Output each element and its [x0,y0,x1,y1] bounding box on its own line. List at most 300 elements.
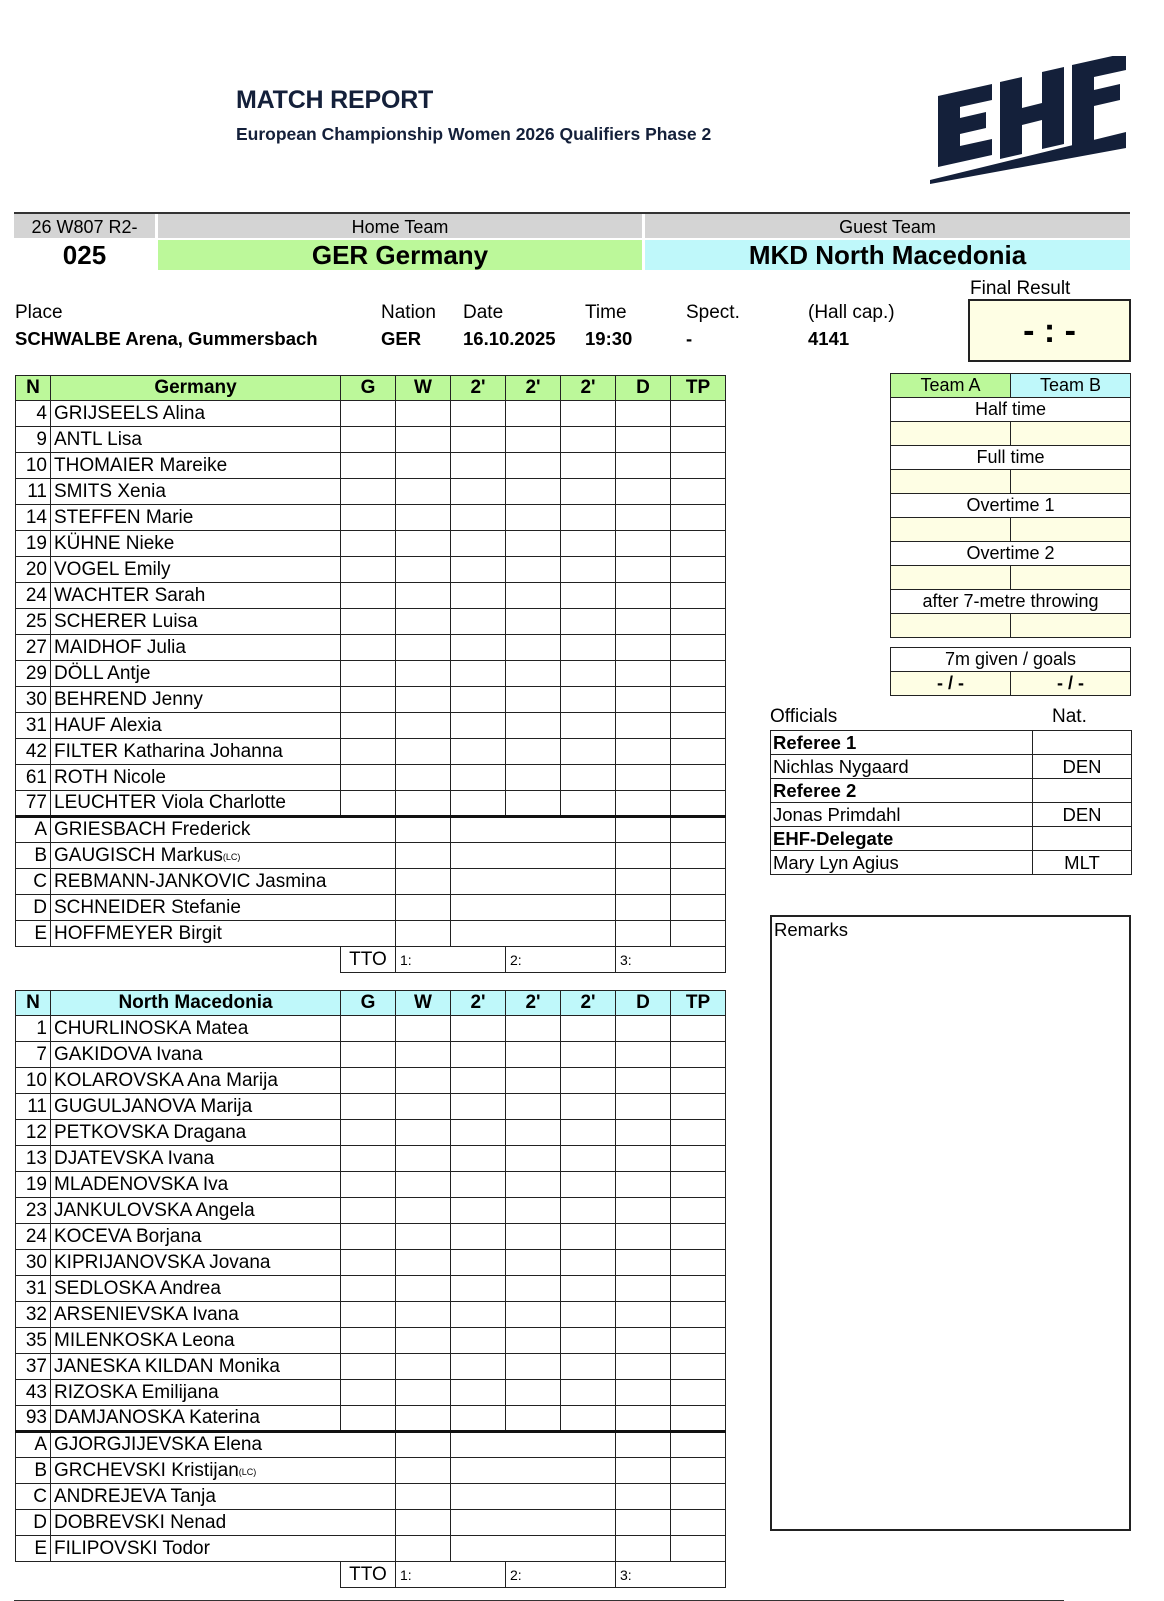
stat-cell-goals [341,1328,396,1354]
stat-cell-suspension-1 [451,1354,506,1380]
stat-cell-disqualification [616,687,671,713]
overtime-1-label: Overtime 1 [891,494,1131,518]
stat-cell-tp [671,843,726,869]
player-row [16,635,726,661]
player-number: 20 [16,557,51,583]
stat-cell-warning [396,1172,451,1198]
date-label: Date [463,302,504,323]
stat-cell-goals [341,1224,396,1250]
stat-cell-tp [671,609,726,635]
player-row [16,1328,726,1354]
table-header-row [16,991,726,1016]
player-number: 24 [16,583,51,609]
player-row [16,1068,726,1094]
referee-1-role: Referee 1 [771,731,1033,755]
stat-cell-disqualification [616,739,671,765]
official-name-cell [51,1484,396,1510]
player-number: 42 [16,739,51,765]
player-number: 9 [16,427,51,453]
nation-label: Nation [381,302,436,323]
stat-cell-disqualification [616,1172,671,1198]
stat-cell-suspension-1 [451,401,506,427]
stat-cell-suspension-3 [561,583,616,609]
stat-cell-suspension-3 [561,453,616,479]
player-row [16,713,726,739]
player-name: KIPRIJANOVSKA Jovana [51,1250,341,1276]
player-number: 11 [16,479,51,505]
stat-cell-disqualification [616,531,671,557]
stat-cell-warning [396,1354,451,1380]
stat-cell-tp [671,1328,726,1354]
remarks-box [770,915,1131,1531]
official-name-cell [51,843,396,869]
official-name-cell [51,869,396,895]
col-suspension-3: 2' [561,991,616,1016]
stat-cell-warning [396,557,451,583]
empty-cell [1033,779,1132,803]
stat-cell-suspension-2 [506,1146,561,1172]
tto-slot-1: 1: [396,1562,506,1588]
stat-cell-suspension-2 [506,505,561,531]
player-name: GUGULJANOVA Marija [51,1094,341,1120]
player-name: PETKOVSKA Dragana [51,1120,341,1146]
stat-cell-warning [396,817,451,843]
delegate-nat: MLT [1033,851,1132,875]
player-name: RIZOSKA Emilijana [51,1380,341,1406]
official-name-cell [51,1432,396,1458]
official-name-cell [51,1458,396,1484]
player-number: 30 [16,687,51,713]
player-row [16,1042,726,1068]
stat-cell-suspension-3 [561,635,616,661]
stat-cell-disqualification [616,869,671,895]
stat-cell-goals [341,635,396,661]
stat-cell-suspension [451,1432,616,1458]
nation-value: GER [381,328,422,349]
stat-cell-tp [671,1458,726,1484]
stat-cell-tp [671,1484,726,1510]
player-row [16,1016,726,1042]
stat-cell-disqualification [616,1198,671,1224]
final-result-label: Final Result [970,278,1071,299]
official-name: SCHNEIDER Stefanie [54,896,241,918]
team-b-label: Team B [1011,374,1131,398]
stat-cell-tp [671,817,726,843]
stat-cell-disqualification [616,609,671,635]
stat-cell-goals [341,1042,396,1068]
stat-cell-goals [341,739,396,765]
stat-cell-warning [396,635,451,661]
tto-label: TTO [341,947,396,973]
stat-cell-goals [341,687,396,713]
player-name: VOGEL Emily [51,557,341,583]
official-name-cell [51,921,396,947]
official-name: GRIESBACH Frederick [54,819,251,840]
col-disqualification: D [616,991,671,1016]
official-letter: D [16,895,51,921]
referee-2-nat: DEN [1033,803,1132,827]
player-number: 23 [16,1198,51,1224]
spectators-value: - [686,328,693,349]
stat-cell-suspension-1 [451,505,506,531]
stat-cell-goals [341,401,396,427]
stat-cell-disqualification [616,1224,671,1250]
stat-cell-goals [341,583,396,609]
stat-cell-goals [341,609,396,635]
stat-cell-suspension-3 [561,609,616,635]
stat-cell-disqualification [616,557,671,583]
stat-cell-disqualification [616,843,671,869]
stat-cell-disqualification [616,1094,671,1120]
tto-slot-2: 2: [506,947,616,973]
player-number: 43 [16,1380,51,1406]
period-scores-table [890,373,1131,638]
col-suspension-3: 2' [561,376,616,401]
team-official-row [16,1536,726,1562]
stat-cell-tp [671,557,726,583]
stat-cell-suspension [451,843,616,869]
player-row [16,1146,726,1172]
half-time-score-b [1011,422,1131,446]
stat-cell-disqualification [616,921,671,947]
stat-cell-disqualification [616,1328,671,1354]
stat-cell-tp [671,1432,726,1458]
empty-cell [1033,827,1132,851]
stat-cell-suspension-1 [451,713,506,739]
stat-cell-suspension-2 [506,1016,561,1042]
official-name: GAUGISCH Markus [54,844,223,866]
player-number: 35 [16,1328,51,1354]
stat-cell-tp [671,869,726,895]
stat-cell-disqualification [616,1042,671,1068]
stat-cell-suspension-3 [561,1302,616,1328]
match-number: 025 [14,240,155,270]
stat-cell-suspension [451,1458,616,1484]
stat-cell-suspension-2 [506,583,561,609]
stat-cell-suspension-1 [451,1094,506,1120]
stat-cell-suspension-3 [561,661,616,687]
stat-cell-warning [396,687,451,713]
stat-cell-disqualification [616,1380,671,1406]
player-row [16,1250,726,1276]
stat-cell-suspension-1 [451,479,506,505]
stat-cell-tp [671,1354,726,1380]
stat-cell-suspension-3 [561,1042,616,1068]
player-number: 93 [16,1406,51,1432]
stat-cell-tp [671,635,726,661]
stat-cell-suspension-2 [506,557,561,583]
stat-cell-suspension-1 [451,609,506,635]
col-disqualification: D [616,376,671,401]
player-number: 61 [16,765,51,791]
player-number: 77 [16,791,51,817]
official-letter: B [16,843,51,869]
stat-cell-goals [341,1250,396,1276]
overtime-1-score-a [891,518,1011,542]
player-name: JANESKA KILDAN Monika [51,1354,341,1380]
player-number: 19 [16,1172,51,1198]
official-name-cell [51,1510,396,1536]
stat-cell-suspension-3 [561,1406,616,1432]
stat-cell-suspension-3 [561,713,616,739]
stat-cell-suspension-2 [506,1302,561,1328]
stat-cell-disqualification [616,1276,671,1302]
player-name: KOCEVA Borjana [51,1224,341,1250]
stat-cell-tp [671,1016,726,1042]
stat-cell-warning [396,453,451,479]
stat-cell-disqualification [616,427,671,453]
stat-cell-disqualification [616,1536,671,1562]
time-value: 19:30 [585,328,633,349]
player-number: 10 [16,453,51,479]
team-official-row [16,843,726,869]
player-name: ROTH Nicole [51,765,341,791]
stat-cell-suspension-3 [561,1250,616,1276]
stat-cell-disqualification [616,1068,671,1094]
stat-cell-suspension-1 [451,661,506,687]
player-number: 12 [16,1120,51,1146]
stat-cell-suspension-1 [451,1276,506,1302]
date-value: 16.10.2025 [463,328,556,349]
stat-cell-suspension-1 [451,1016,506,1042]
full-time-label: Full time [891,446,1131,470]
stat-cell-tp [671,1042,726,1068]
tto-slot-3: 3: [616,947,726,973]
stat-cell-suspension-2 [506,635,561,661]
stat-cell-suspension-3 [561,1016,616,1042]
col-number: N [16,376,51,401]
stat-cell-warning [396,1068,451,1094]
stat-cell-tp [671,1198,726,1224]
stat-cell-tp [671,583,726,609]
guest-roster-table [15,990,726,1588]
stat-cell-suspension-1 [451,583,506,609]
stat-cell-suspension-3 [561,1354,616,1380]
stat-cell-disqualification [616,401,671,427]
player-name: SEDLOSKA Andrea [51,1276,341,1302]
stat-cell-suspension-2 [506,609,561,635]
stat-cell-tp [671,895,726,921]
stat-cell-suspension-1 [451,427,506,453]
stat-cell-suspension [451,921,616,947]
stat-cell-disqualification [616,791,671,817]
stat-cell-suspension-2 [506,1198,561,1224]
official-name: REBMANN-JANKOVIC Jasmina [54,870,327,892]
stat-cell-warning [396,401,451,427]
nationality-label: Nat. [1052,706,1087,727]
stat-cell-tp [671,661,726,687]
stat-cell-suspension-3 [561,401,616,427]
stat-cell-goals [341,713,396,739]
stat-cell-suspension-3 [561,427,616,453]
stat-cell-disqualification [616,1250,671,1276]
player-name: DAMJANOSKA Katerina [51,1406,341,1432]
player-name: MLADENOVSKA Iva [51,1172,341,1198]
match-code-prefix: 26 W807 R2- [14,214,155,238]
col-suspension-2: 2' [506,376,561,401]
col-number: N [16,991,51,1016]
stat-cell-suspension-1 [451,635,506,661]
stat-cell-suspension-3 [561,505,616,531]
stat-cell-suspension-1 [451,1146,506,1172]
stat-cell-goals [341,1198,396,1224]
stat-cell-warning [396,1276,451,1302]
stat-cell-disqualification [616,895,671,921]
stat-cell-tp [671,1120,726,1146]
stat-cell-disqualification [616,713,671,739]
delegate-role: EHF-Delegate [771,827,1033,851]
stat-cell-suspension-1 [451,1198,506,1224]
player-name: HAUF Alexia [51,713,341,739]
col-team-name: Germany [51,376,341,401]
stat-cell-warning [396,661,451,687]
stat-cell-goals [341,661,396,687]
stat-cell-disqualification [616,1484,671,1510]
stat-cell-disqualification [616,1120,671,1146]
stat-cell-warning [396,1042,451,1068]
stat-cell-disqualification [616,1510,671,1536]
player-number: 31 [16,1276,51,1302]
full-time-score-b [1011,470,1131,494]
stat-cell-suspension-1 [451,1224,506,1250]
overtime-2-score-b [1011,566,1131,590]
stat-cell-tp [671,1250,726,1276]
official-letter: D [16,1510,51,1536]
table-header-row [16,376,726,401]
stat-cell-suspension-2 [506,427,561,453]
player-row [16,1354,726,1380]
referee-2-name: Jonas Primdahl [771,803,1033,827]
team-timeout-row [16,1562,726,1588]
stat-cell-suspension-3 [561,479,616,505]
stat-cell-suspension [451,869,616,895]
player-row [16,1094,726,1120]
competition-subtitle: European Championship Women 2026 Qualifiers Phase 2 [236,124,712,144]
stat-cell-tp [671,1172,726,1198]
stat-cell-suspension-1 [451,1068,506,1094]
stat-cell-suspension-2 [506,687,561,713]
stat-cell-suspension-2 [506,479,561,505]
col-warning: W [396,991,451,1016]
official-letter: C [16,869,51,895]
stat-cell-warning [396,1198,451,1224]
shootout-score-a [891,614,1011,638]
stat-cell-goals [341,1068,396,1094]
player-row [16,583,726,609]
col-suspension-2: 2' [506,991,561,1016]
player-row [16,479,726,505]
player-row [16,1224,726,1250]
official-name-cell [51,895,396,921]
stat-cell-suspension-3 [561,1146,616,1172]
player-name: WACHTER Sarah [51,583,341,609]
seven-metre-team-a: - / - [891,672,1011,696]
official-name-cell [51,817,396,843]
stat-cell-suspension-1 [451,1042,506,1068]
player-row [16,505,726,531]
stat-cell-goals [341,1406,396,1432]
guest-team-label: Guest Team [645,214,1130,238]
stat-cell-goals [341,1380,396,1406]
stat-cell-tp [671,1224,726,1250]
player-row [16,1120,726,1146]
player-name: ARSENIEVSKA Ivana [51,1302,341,1328]
player-row [16,661,726,687]
stat-cell-goals [341,765,396,791]
stat-cell-suspension-2 [506,661,561,687]
stat-cell-suspension-1 [451,1328,506,1354]
stat-cell-tp [671,505,726,531]
stat-cell-suspension [451,895,616,921]
stat-cell-warning [396,1536,451,1562]
stat-cell-warning [396,427,451,453]
stat-cell-warning [396,1016,451,1042]
home-roster-table [15,375,726,973]
official-letter: E [16,921,51,947]
stat-cell-disqualification [616,1406,671,1432]
home-team-name: GER Germany [158,240,642,270]
seven-metre-team-b: - / - [1011,672,1131,696]
stat-cell-suspension-3 [561,1328,616,1354]
player-name: FILTER Katharina Johanna [51,739,341,765]
stat-cell-suspension [451,817,616,843]
referee-2-role: Referee 2 [771,779,1033,803]
stat-cell-tp [671,921,726,947]
stat-cell-disqualification [616,583,671,609]
official-name: FILIPOVSKI Todor [54,1537,210,1559]
spectators-label: Spect. [686,302,740,323]
stat-cell-suspension-1 [451,687,506,713]
player-number: 30 [16,1250,51,1276]
shootout-label: after 7-metre throwing [891,590,1131,614]
stat-cell-suspension-2 [506,791,561,817]
stat-cell-warning [396,1328,451,1354]
stat-cell-tp [671,479,726,505]
player-number: 24 [16,1224,51,1250]
player-row [16,609,726,635]
stat-cell-disqualification [616,817,671,843]
team-official-row [16,1484,726,1510]
stat-cell-disqualification [616,1458,671,1484]
team-official-row [16,869,726,895]
player-name: BEHREND Jenny [51,687,341,713]
overtime-2-label: Overtime 2 [891,542,1131,566]
official-letter: E [16,1536,51,1562]
stat-cell-suspension-3 [561,557,616,583]
col-tp: TP [671,376,726,401]
stat-cell-warning [396,1146,451,1172]
guest-team-name: MKD North Macedonia [645,240,1130,270]
stat-cell-tp [671,1094,726,1120]
official-name: DOBREVSKI Nenad [54,1511,227,1533]
col-warning: W [396,376,451,401]
remarks-label: Remarks [774,919,849,940]
player-number: 14 [16,505,51,531]
official-letter: B [16,1458,51,1484]
player-row [16,1172,726,1198]
stat-cell-warning [396,739,451,765]
stat-cell-warning [396,531,451,557]
stat-cell-disqualification [616,479,671,505]
stat-cell-suspension-2 [506,1328,561,1354]
stat-cell-warning [396,1380,451,1406]
official-letter: C [16,1484,51,1510]
stat-cell-tp [671,1380,726,1406]
official-letter: A [16,1432,51,1458]
stat-cell-suspension-3 [561,1224,616,1250]
stat-cell-goals [341,1302,396,1328]
player-row [16,453,726,479]
